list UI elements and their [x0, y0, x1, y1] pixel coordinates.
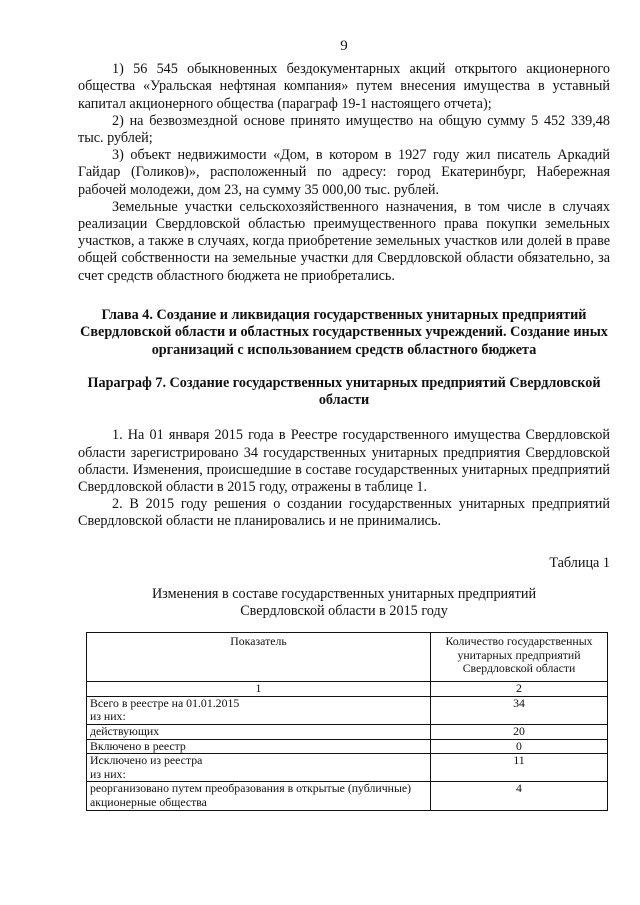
table-title-line-2: Свердловской области в 2015 году	[240, 603, 448, 620]
row-value: 34	[431, 696, 608, 724]
row-label: действующих	[87, 725, 431, 740]
table-header-row	[87, 633, 608, 682]
row-value: 11	[431, 754, 608, 782]
row-value: 4	[431, 782, 608, 810]
row-label-cell	[87, 754, 431, 782]
table-column-numbers	[87, 682, 608, 697]
row-label: реорганизовано путем преобразования в открытые (публичные) акционерные общества	[87, 782, 431, 810]
intro-item-2: 2) на безвозмездной основе принято имущество на общую сумму 5 452 339,48 тыс. рублей;	[78, 112, 610, 147]
row-value: 0	[431, 739, 608, 754]
header-indicator: Показатель	[87, 633, 431, 682]
intro-item-1: 1) 56 545 обыкновенных бездокументарных акций открытого акционерного общества «Уральская нефтяная компания» путем внесения имущества в уставный капитал акционерного общества (параграф 19-1 настоящего отчета);	[78, 61, 610, 112]
column-number-2: 2	[431, 682, 608, 697]
table-row	[87, 739, 608, 754]
intro-paragraph-land: Земельные участки сельскохозяйственного назначения, в том числе в случаях реализации Свердловской областью преимущественного права покупки земельных участков, а также в случаях, когда приобретение земельных участков или долей в праве общей собственности на земельные участки для Свердловской области обязательно, за счет средств областного бюджета не приобретались.	[78, 198, 610, 284]
page-number: 9	[340, 38, 348, 54]
row-value: 20	[431, 725, 608, 740]
intro-item-3: 3) объект недвижимости «Дом, в котором в 1927 году жил писатель Аркадий Гайдар (Голиков)», расположенный по адресу: город Екатеринбург, Набережная рабочей молодежи, дом 23, на сумму 35 000,00 тыс. рублей.	[78, 147, 610, 198]
column-number-1: 1	[87, 682, 431, 697]
changes-table	[86, 632, 608, 810]
paragraph-heading: Параграф 7. Создание государственных унитарных предприятий Свердловской области	[87, 375, 601, 409]
table-title-line-1: Изменения в составе государственных унитарных предприятий	[151, 585, 537, 602]
table-row	[87, 782, 608, 810]
row-sub-label: из них:	[90, 709, 126, 724]
row-label: Исключено из реестра	[90, 753, 203, 768]
table-row	[87, 754, 608, 782]
row-label-cell	[87, 696, 431, 724]
table-title	[78, 586, 610, 620]
body-item-1: 1. На 01 января 2015 года в Реестре государственного имущества Свердловской области зарегистрировано 34 государственных унитарных предприятия Свердловской области. Изменения, происшедшие в составе государственных унитарных предприятий Свердловской области в 2015 году, отражены в таблице 1.	[78, 427, 610, 496]
chapter-heading: Глава 4. Создание и ликвидация государственных унитарных предприятий Свердловской области и областных государственных учреждений. Создание иных организаций с использованием средств областного бюджета	[80, 306, 608, 358]
table-row	[87, 725, 608, 740]
row-label: Всего в реестре на 01.01.2015	[90, 695, 240, 710]
row-sub-label: из них:	[90, 766, 126, 781]
table-label: Таблица 1	[549, 554, 610, 571]
header-count: Количество государственных унитарных предприятий Свердловской области	[431, 633, 608, 682]
row-label: Включено в реестр	[87, 739, 431, 754]
table-row	[87, 696, 608, 724]
body-item-2: 2. В 2015 году решения о создании государственных унитарных предприятий Свердловской области не планировались и не принимались.	[78, 496, 610, 530]
